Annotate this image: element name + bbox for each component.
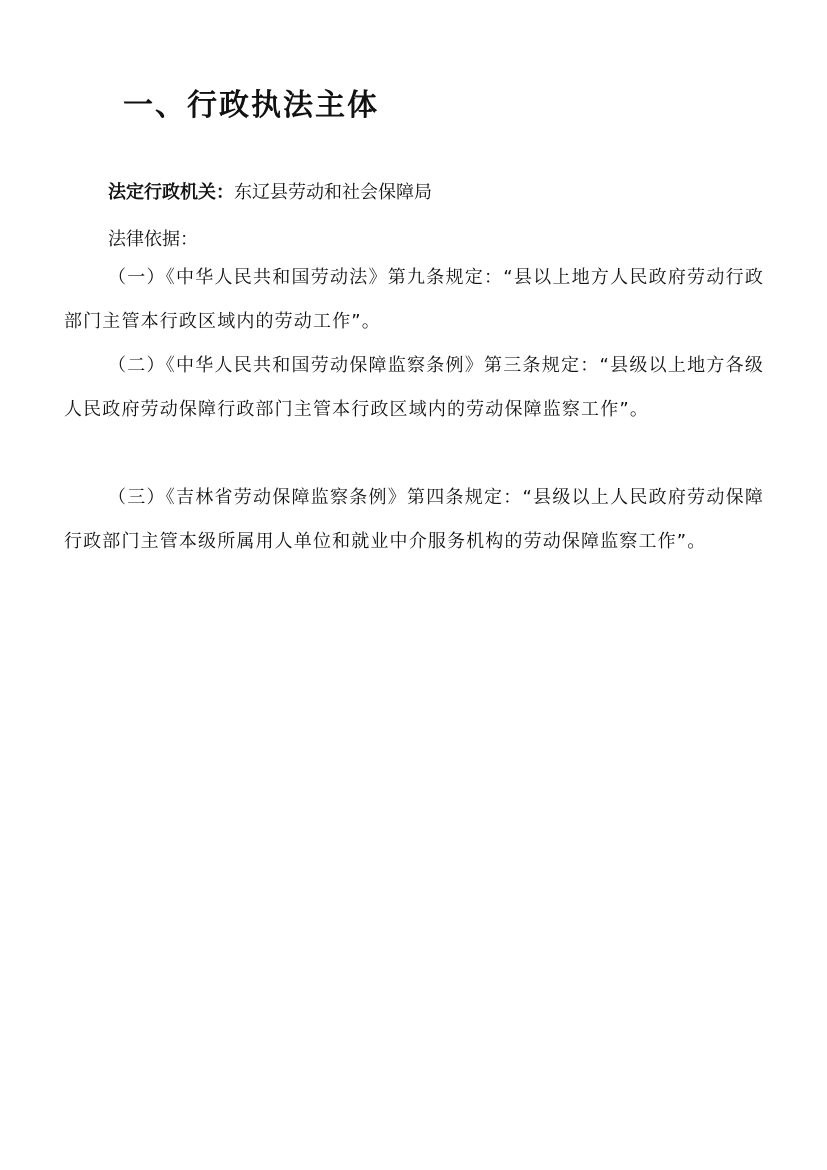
legal-basis-label: 法律依据：	[108, 229, 198, 250]
page-title: 一、行政执法主体	[123, 88, 379, 123]
legal-basis-paragraph-3: （三）《吉林省劳动保障监察条例》第四条规定：“县级以上人民政府劳动保障行政部门主管本级所属用人单位和就业中介服务机构的劳动保障监察工作”。	[64, 487, 764, 552]
legal-basis-paragraph-1: （一）《中华人民共和国劳动法》第九条规定：“县以上地方人民政府劳动行政部门主管本行政区域内的劳动工作”。	[64, 267, 764, 332]
authority-value: 东辽县劳动和社会保障局	[234, 182, 432, 203]
authority-line	[108, 178, 432, 208]
legal-basis-paragraph-2: （二）《中华人民共和国劳动保障监察条例》第三条规定：“县级以上地方各级人民政府劳动保障行政部门主管本行政区域内的劳动保障监察工作”。	[64, 355, 764, 420]
authority-label: 法定行政机关：	[108, 182, 234, 203]
